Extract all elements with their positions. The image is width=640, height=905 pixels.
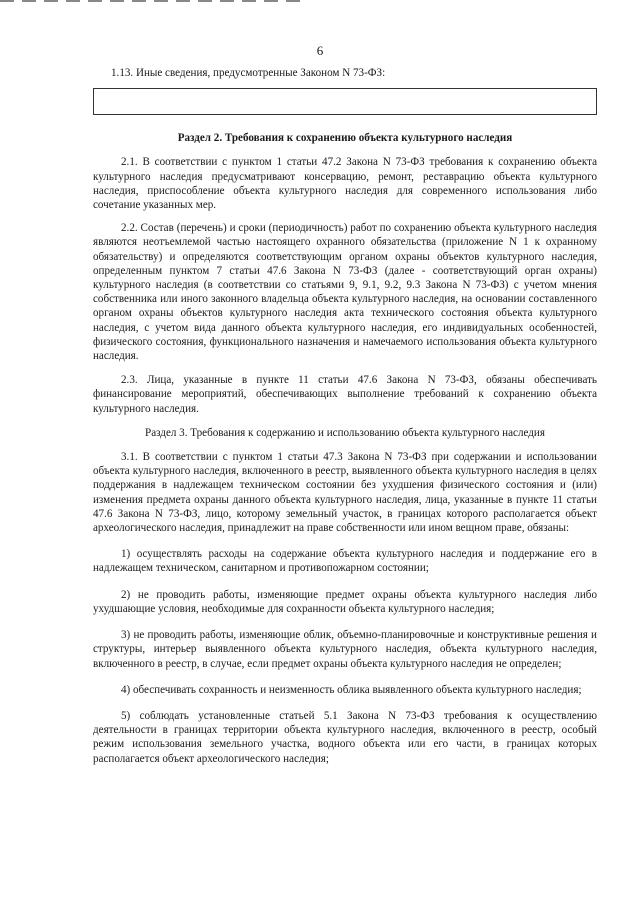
paragraph-2-1: 2.1. В соответствии с пунктом 1 статьи 47.2 Закона N 73-ФЗ требования к сохранению объекта культурного наследия предусматривают консервацию, ремонт, реставрацию объекта культурного наследия, приспособление объекта культурного наследия для современного использования либо сочетание указанных мер. — [93, 156, 597, 212]
list-item-4: 4) обеспечивать сохранность и неизменность облика выявленного объекта культурного наследия; — [121, 683, 582, 696]
list-item-2: 2) не проводить работы, изменяющие предмет охраны объекта культурного наследия либо ухудшающие условия, необходимые для сохранности объекта культурного наследия; — [93, 588, 597, 615]
empty-field-box — [93, 88, 597, 115]
list-item-5: 5) соблюдать установленные статьей 5.1 Закона N 73-ФЗ требования к осуществлению деятельности в границах территории объекта культурного наследия, включенного в реестр, особый режим использования земельного участка, водного объекта или его части, в границах которых располагается объект археологического наследия; — [93, 709, 597, 765]
paragraph-2-2: 2.2. Состав (перечень) и сроки (периодичность) работ по сохранению объекта культурного наследия являются неотъемлемой частью настоящего охранного обязательства (приложение N 1 к охранному обязательству) и определяются соответствующим органом охраны объектов культурного наследия, определенным пунктом 7 статьи 47.6 Закона N 73-ФЗ (далее - соответствующий орган охраны) культурного наследия (в соответствии со статьями 9, 9.1, 9.2, 9.3 Закона N 73-ФЗ) с учетом мнения собственника или иного законного владельца объекта культурного наследия, на основании составленного органом охраны объектов культурного наследия акта технического состояния объекта культурного наследия, с учетом вида данного объекта культурного наследия, его индивидуальных особенностей, физического состояния, функционального назначения и намечаемого использования объекта культурного наследия. — [93, 222, 597, 363]
paragraph-3-1: 3.1. В соответствии с пунктом 1 статьи 47.3 Закона N 73-ФЗ при содержании и использовании объекта культурного наследия, включенного в реестр, выявленного объекта культурного наследия в целях поддержания в надлежащем техническом состоянии без ухудшения физического состояния и (или) изменения предмета охраны данного объекта культурного наследия, лица, указанные в пункте 11 статьи 47.6 Закона N 73-ФЗ, лицо, которому земельный участок, в границах которого располагается объект археологического наследия, принадлежит на праве собственности или ином вещном праве, обязаны: — [93, 451, 597, 535]
section-3-title: Раздел 3. Требования к содержанию и использованию объекта культурного наследия — [145, 426, 545, 439]
list-item-3: 3) не проводить работы, изменяющие облик, объемно-планировочные и конструктивные решения и структуры, интерьер выявленного объекта культурного наследия, объекта культурного наследия, включенного в реестр, в случае, если предмет охраны объекта культурного наследия не определен; — [93, 629, 597, 670]
section-2-title: Раздел 2. Требования к сохранению объекта культурного наследия — [177, 132, 513, 145]
list-item-1: 1) осуществлять расходы на содержание объекта культурного наследия и поддержание его в надлежащем техническом, санитарном и противопожарном состоянии; — [93, 548, 597, 575]
paragraph-2-3: 2.3. Лица, указанные в пункте 11 статьи 47.6 Закона N 73-ФЗ, обязаны обеспечивать финансирование мероприятий, обеспечивающих выполнение требований к сохранению объекта культурного наследия. — [93, 374, 597, 415]
item-1-13: 1.13. Иные сведения, предусмотренные Законом N 73-ФЗ: — [111, 67, 386, 79]
scan-top-edge — [0, 0, 300, 2]
document-body — [93, 66, 597, 766]
page-number: 6 — [316, 43, 324, 58]
